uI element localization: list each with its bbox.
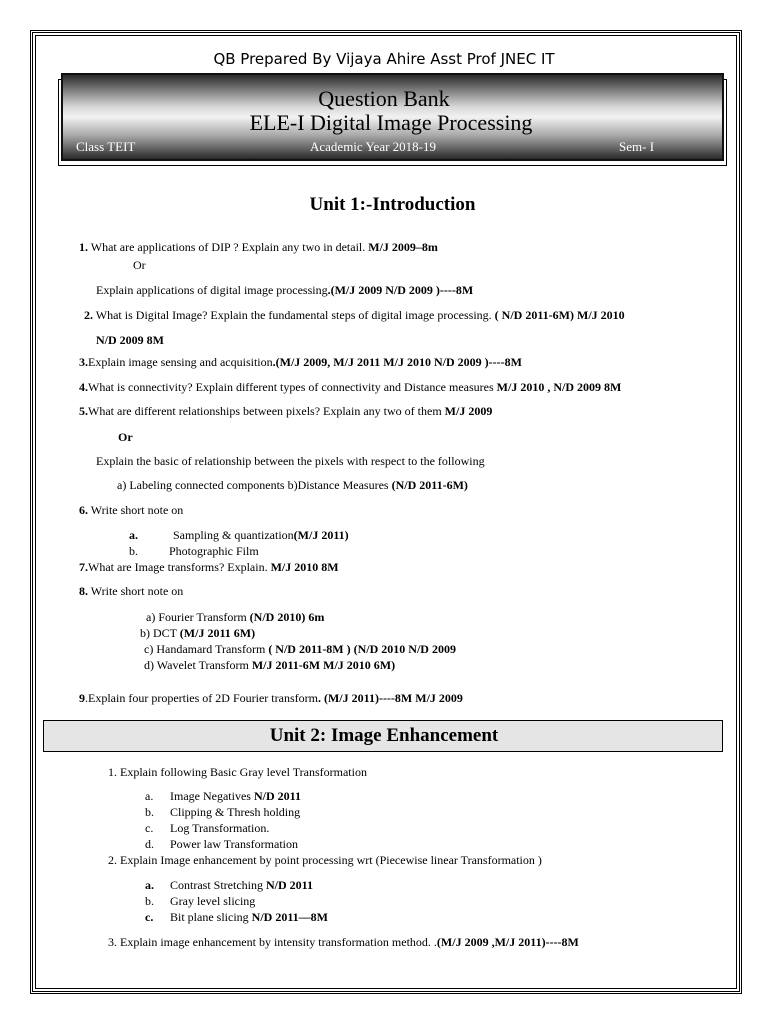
question-8b: b) DCT (M/J 2011 6M) xyxy=(140,626,256,640)
question-5-sub: a) Labeling connected components b)Distance Measures (N/D 2011-6M) xyxy=(117,478,468,492)
question-7: 7.What are Image transforms? Explain. M/J 2010 8M xyxy=(79,560,339,574)
banner-year: Academic Year 2018-19 xyxy=(310,139,436,154)
banner-title: Question Bank xyxy=(318,86,450,111)
unit2-question-2a: a. Contrast Stretching N/D 2011 xyxy=(145,878,314,892)
unit2-question-2b: b. Gray level slicing xyxy=(145,894,256,908)
question-8a: a) Fourier Transform (N/D 2010) 6m xyxy=(146,610,325,624)
unit2-title: Unit 2: Image Enhancement xyxy=(269,725,499,746)
question-5-alt: Explain the basic of relationship between the pixels with respect to the following xyxy=(96,454,485,468)
header-prepared-by: QB Prepared By Vijaya Ahire Asst Prof JNEC IT xyxy=(213,50,555,68)
banner-sem: Sem- I xyxy=(619,139,655,154)
or-separator: Or xyxy=(118,430,133,444)
question-5: 5.What are different relationships between pixels? Explain any two of them M/J 2009 xyxy=(79,404,493,418)
question-2: 2. What is Digital Image? Explain the fundamental steps of digital image processing. ( N/D 2011-6M) M/J 2010 xyxy=(84,308,625,322)
question-8c: c) Handamard Transform ( N/D 2011-8M ) (N/D 2010 N/D 2009 xyxy=(144,642,456,656)
question-6b: b. Photographic Film xyxy=(129,544,259,558)
unit2-question-1d: d. Power law Transformation xyxy=(145,837,298,851)
unit1-title: Unit 1:-Introduction xyxy=(309,194,476,215)
question-6a: a. Sampling & quantization(M/J 2011) xyxy=(129,528,349,542)
question-1: 1. What are applications of DIP ? Explain any two in detail. M/J 2009–8m xyxy=(79,240,438,254)
banner-subject: ELE-I Digital Image Processing xyxy=(249,110,533,135)
question-4: 4.What is connectivity? Explain different types of connectivity and Distance measures M/J 2010 , N/D 2009 8M xyxy=(79,380,622,394)
unit2-question-3: 3. Explain image enhancement by intensity transformation method. .(M/J 2009 ,M/J 2011)----8M xyxy=(108,935,579,949)
unit2-question-2: 2. Explain Image enhancement by point processing wrt (Piecewise linear Transformation ) xyxy=(108,853,542,867)
unit2-question-1c: c. Log Transformation. xyxy=(145,821,270,835)
question-1-alt: Explain applications of digital image processing.(M/J 2009 N/D 2009 )----8M xyxy=(96,283,474,297)
question-8d: d) Wavelet Transform M/J 2011-6M M/J 2010 6M) xyxy=(144,658,396,672)
unit2-question-1a: a. Image Negatives N/D 2011 xyxy=(145,789,301,803)
question-9: 9.Explain four properties of 2D Fourier transform. (M/J 2011)----8M M/J 2009 xyxy=(79,691,463,705)
question-6: 6. Write short note on xyxy=(79,503,184,517)
unit2-question-1b: b. Clipping & Thresh holding xyxy=(145,805,301,819)
question-2-marks: N/D 2009 8M xyxy=(96,333,164,347)
question-3: 3.Explain image sensing and acquisition.(M/J 2009, M/J 2011 M/J 2010 N/D 2009 )----8M xyxy=(79,355,522,369)
banner-class: Class TEIT xyxy=(76,139,136,154)
unit2-question-1: 1. Explain following Basic Gray level Transformation xyxy=(108,765,367,779)
question-8: 8. Write short note on xyxy=(79,584,184,598)
or-separator: Or xyxy=(133,258,146,272)
unit2-question-2c: c. Bit plane slicing N/D 2011—8M xyxy=(145,910,328,924)
